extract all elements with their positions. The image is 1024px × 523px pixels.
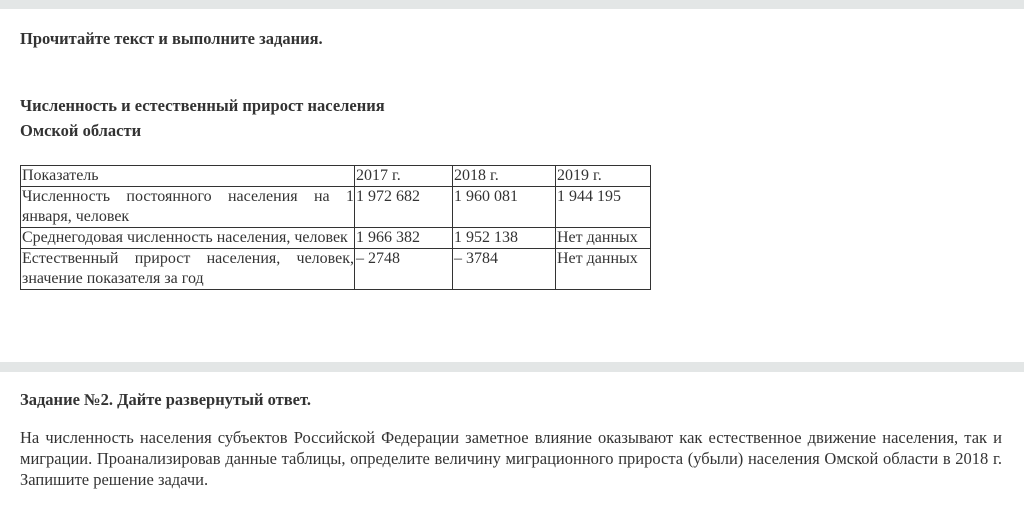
row-value-2019: Нет данных: [556, 249, 651, 290]
table-title-line-2: Омской области: [20, 121, 142, 140]
row-indicator: Среднегодовая численность населения, человек: [21, 228, 355, 249]
population-table: [20, 165, 651, 290]
row-value-2019: 1 944 195: [556, 187, 651, 228]
top-divider-band: [0, 0, 1024, 9]
table-row: [21, 228, 651, 249]
row-value-2018: 1 952 138: [453, 228, 556, 249]
header-2018: 2018 г.: [453, 166, 556, 187]
row-value-2017: – 2748: [355, 249, 453, 290]
header-2017: 2017 г.: [355, 166, 453, 187]
row-indicator: Естественный прирост населения, человек, значение показателя за год: [21, 249, 355, 290]
table-title-line-1: Численность и естественный прирост населения: [20, 96, 385, 115]
header-2019: 2019 г.: [556, 166, 651, 187]
row-value-2018: – 3784: [453, 249, 556, 290]
row-value-2019: Нет данных: [556, 228, 651, 249]
table-row: [21, 249, 651, 290]
row-value-2017: 1 966 382: [355, 228, 453, 249]
table-title: [20, 93, 385, 143]
table-header-row: [21, 166, 651, 187]
table-row: [21, 187, 651, 228]
task-title: Задание №2. Дайте развернутый ответ.: [20, 390, 311, 409]
row-value-2017: 1 972 682: [355, 187, 453, 228]
header-indicator: Показатель: [21, 166, 355, 187]
task-text: На численность населения субъектов Российской Федерации заметное влияние оказывают как естественное движение населения, так и миграции. Проанализировав данные таблицы, определите величину миграционного прироста (убыли) населения Омской области в 2018 г. Запишите решение задачи.: [20, 428, 1002, 489]
row-indicator: Численность постоянного населения на 1 января, человек: [21, 187, 355, 228]
middle-divider-band: [0, 362, 1024, 372]
row-value-2018: 1 960 081: [453, 187, 556, 228]
instruction-text: Прочитайте текст и выполните задания.: [20, 29, 323, 48]
